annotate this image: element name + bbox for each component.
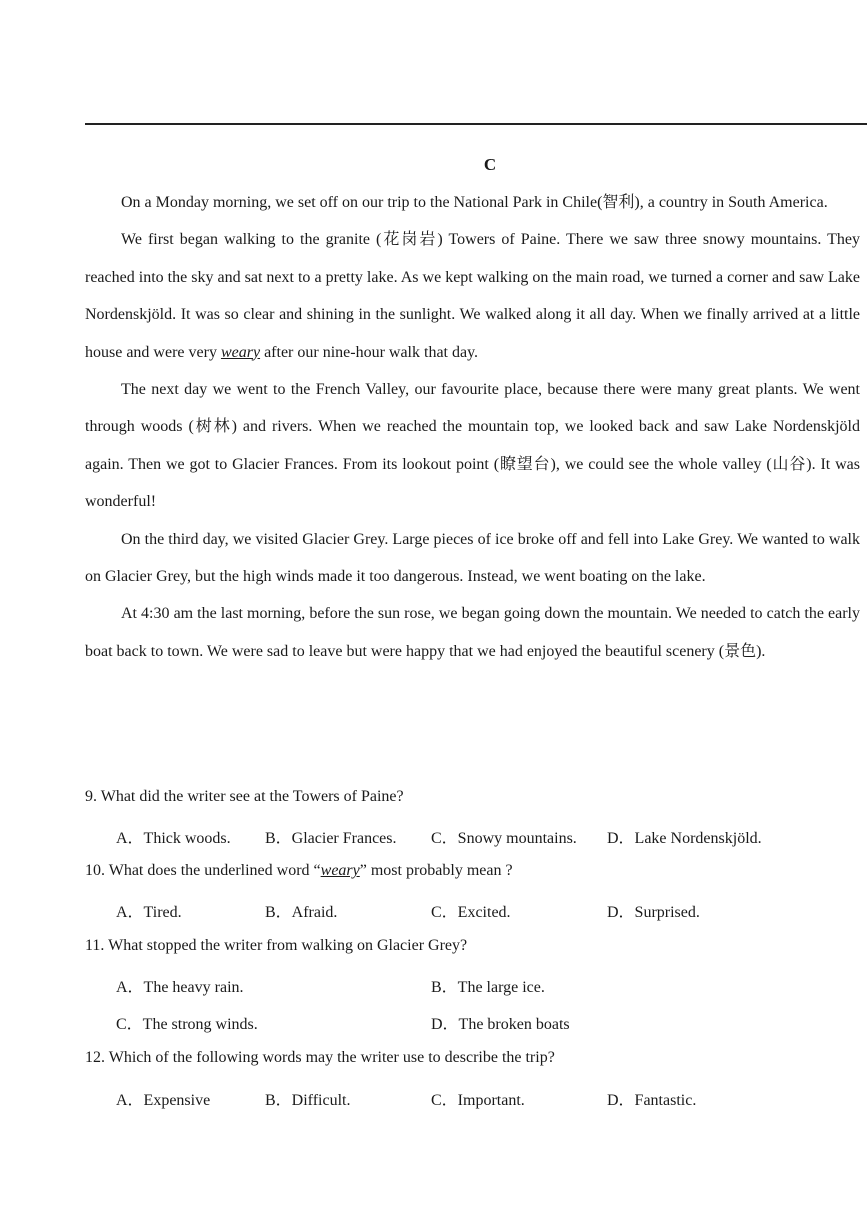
question-12: 12. Which of the following words may the writer use to describe the trip? bbox=[85, 1049, 555, 1066]
question-9-option-a: A．Thick woods. bbox=[116, 830, 231, 847]
question-11: 11. What stopped the writer from walking on Glacier Grey? bbox=[85, 937, 468, 954]
question-9: 9. What did the writer see at the Towers of Paine? bbox=[85, 788, 404, 805]
question-12-option-a: A．Expensive bbox=[116, 1092, 211, 1109]
passage-paragraph-3: The next day we went to the French Valley, our favourite place, because there were many great plants. We went through woods (树林) and rivers. When we reached the mountain top, we looked back and saw Lake Nordenskjöld again. Then we got to Glacier Frances. From its lookout point (瞭望台), we could see the whole valley (山谷). It was wonderful! bbox=[85, 381, 860, 511]
question-11-option-c: C．The strong winds. bbox=[116, 1016, 258, 1033]
question-10-option-c: C．Excited. bbox=[431, 904, 511, 921]
question-10-option-d: D．Surprised. bbox=[607, 904, 700, 921]
header-divider bbox=[85, 123, 867, 125]
passage-paragraph-4: On the third day, we visited Glacier Grey. Large pieces of ice broke off and fell into Lake Grey. We wanted to walk on Glacier Grey, but the high winds made it too dangerous. Instead, we went boating on the lake. bbox=[85, 530, 860, 586]
question-9-option-c: C．Snowy mountains. bbox=[431, 830, 577, 847]
question-11-option-d: D．The broken boats bbox=[431, 1016, 570, 1033]
question-9-option-d: D．Lake Nordenskjöld. bbox=[607, 830, 762, 847]
question-9-option-b: B．Glacier Frances. bbox=[265, 830, 397, 847]
question-10-option-b: B．Afraid. bbox=[265, 904, 338, 921]
question-11-option-a: A．The heavy rain. bbox=[116, 979, 244, 996]
passage-paragraph-2 bbox=[85, 221, 860, 371]
question-11-option-b: B．The large ice. bbox=[431, 979, 545, 996]
question-12-option-c: C．Important. bbox=[431, 1092, 525, 1109]
passage-paragraph-1: On a Monday morning, we set off on our trip to the National Park in Chile(智利), a country in South America. bbox=[121, 194, 828, 211]
passage-paragraph-2-end: after our nine-hour walk that day. bbox=[260, 343, 479, 361]
question-10 bbox=[85, 862, 513, 880]
reading-passage bbox=[85, 184, 860, 670]
underlined-word-weary: weary bbox=[220, 343, 261, 361]
question-10-end: ” most probably mean ? bbox=[359, 862, 513, 879]
question-12-option-d: D．Fantastic. bbox=[607, 1092, 697, 1109]
question-12-option-b: B．Difficult. bbox=[265, 1092, 351, 1109]
question-10-underlined-word: weary bbox=[320, 862, 360, 879]
passage-paragraph-2-start: We first began walking to the granite (花岗岩) Towers of Paine. There we saw three snowy mountains. They reached into the sky and sat next to a pretty lake. As we kept walking on the main road, we turned a corner and saw Lake Nordenskjöld. It was so clear and shining in the sunlight. We walked along it all day. When we finally arrived at a little house and were very bbox=[85, 231, 860, 361]
passage-paragraph-5: At 4:30 am the last morning, before the sun rose, we began going down the mountain. We needed to catch the early boat back to town. We were sad to leave but were happy that we had enjoyed the beautiful scenery (景色). bbox=[85, 605, 860, 660]
section-title: C bbox=[483, 155, 497, 174]
question-10-start: 10. What does the underlined word “ bbox=[85, 862, 321, 879]
question-10-option-a: A．Tired. bbox=[116, 904, 182, 921]
